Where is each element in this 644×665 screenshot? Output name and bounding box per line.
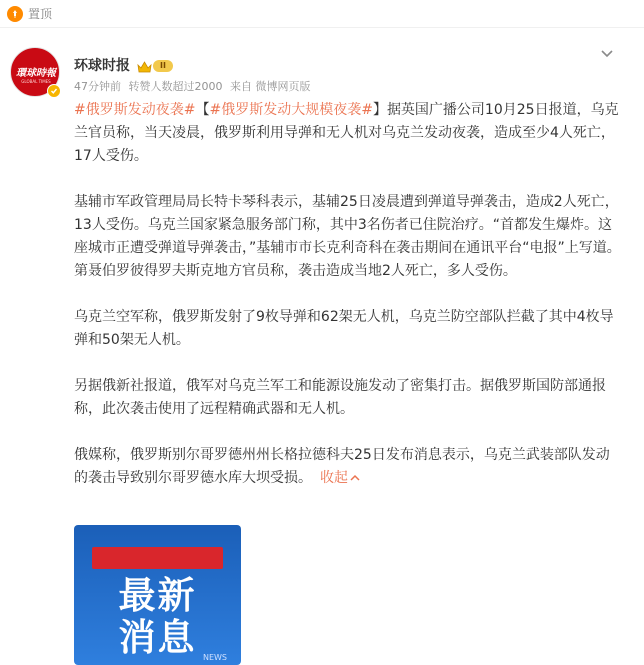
paragraph-3: 乌克兰空军称，俄罗斯发射了9枚导弹和62架无人机，乌克兰防空部队拦截了其中4枚导弹和50架无人机。 — [74, 309, 614, 348]
image-banner — [92, 547, 223, 569]
verified-icon — [47, 84, 61, 98]
image-headline-line2: 消息 — [118, 616, 197, 659]
image-tag: NEWS — [202, 653, 227, 662]
vip-level: II — [153, 60, 173, 72]
collapse-label: 收起 — [320, 470, 348, 486]
vip-badge[interactable] — [137, 58, 175, 74]
paragraph-5-text: 俄媒称，俄罗斯别尔哥罗德州州长格拉德科夫25日发布消息表示，乌克兰武装部队发动的袭击导致别尔哥罗德水库大坝受损。 — [74, 447, 610, 486]
post-time[interactable]: 47分钟前 — [74, 80, 121, 93]
paragraph-5 — [74, 444, 622, 490]
bracket-close: 】 — [372, 102, 387, 118]
pin-bar — [0, 0, 644, 28]
repost-count: 转赞人数超过2000 — [128, 80, 223, 93]
post-source: 来自 微博网页版 — [230, 80, 311, 93]
post-body — [74, 99, 622, 490]
avatar-logo: 環球時報 — [16, 68, 56, 79]
pin-label: 置顶 — [28, 7, 53, 21]
paragraph-4: 另据俄新社报道，俄军对乌克兰军工和能源设施发动了密集打击。据俄罗斯国防部通报称，此次袭击使用了远程精确武器和无人机。 — [74, 378, 606, 417]
post-image[interactable] — [74, 525, 241, 665]
collapse-link[interactable] — [320, 470, 360, 486]
hashtag-link[interactable]: #俄罗斯发动大规模夜袭# — [209, 102, 373, 118]
hashtag-link[interactable]: #俄罗斯发动夜袭# — [74, 102, 196, 118]
pin-icon — [7, 6, 23, 22]
image-headline-line1: 最新 — [118, 574, 197, 617]
chevron-down-icon[interactable] — [600, 44, 614, 54]
author-name[interactable]: 环球时报 — [74, 58, 130, 74]
image-headline — [74, 575, 241, 659]
paragraph-1 — [74, 99, 622, 168]
crown-icon — [137, 59, 152, 78]
paragraph-1-text: 据英国广播公司10月25日报道，乌克兰官员称，当天凌晨，俄罗斯利用导弹和无人机对乌克兰发动夜袭，造成至少4人死亡，17人受伤。 — [74, 102, 619, 164]
paragraph-2: 基辅市军政管理局局长特卡琴科表示，基辅25日凌晨遭到弹道导弹袭击，造成2人死亡，13人受伤。乌克兰国家紧急服务部门称，其中3名伤者已住院治疗。“首都发生爆炸。这座城市正遭受弹道导弹袭击，”基辅市市长克利奇科在袭击期间在通讯平台“电报”上写道。第聂伯罗彼得罗夫斯克地方官员称，袭击造成当地2人死亡，多人受伤。 — [74, 194, 621, 279]
chevron-up-icon — [350, 474, 360, 481]
bracket-open: 【 — [195, 102, 210, 118]
post-meta — [74, 80, 315, 94]
avatar-logo-subtext: GLOBAL TIMES — [21, 79, 51, 84]
